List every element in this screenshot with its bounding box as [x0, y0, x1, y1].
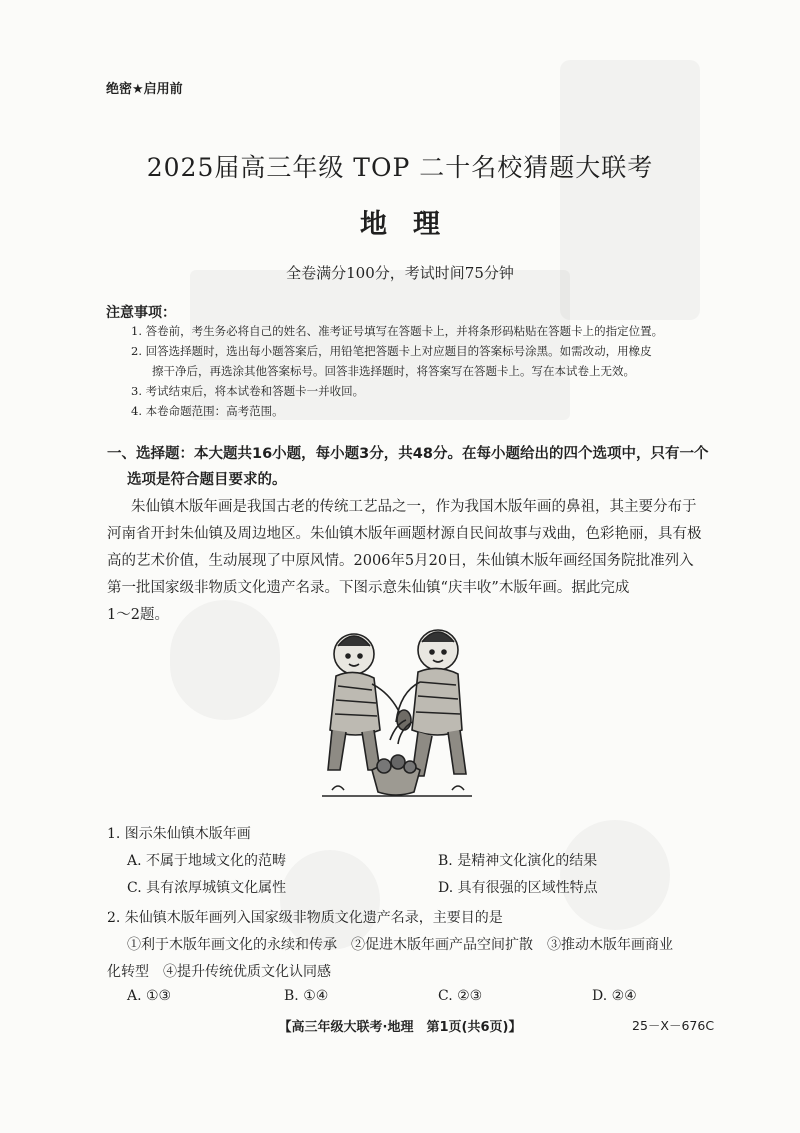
question-2-option-b: B. ①④ [284, 988, 329, 1004]
question-2-stem: 2. 朱仙镇木版年画列入国家级非物质文化遗产名录，主要目的是 [107, 910, 503, 926]
note-item: 1. 答卷前，考生务必将自己的姓名、准考证号填写在答题卡上，并将条形码粘贴在答题卡上的指定位置。 [131, 324, 664, 338]
notes-heading: 注意事项： [106, 305, 176, 321]
note-item: 3. 考试结束后，将本试卷和答题卡一并收回。 [131, 384, 365, 398]
section-heading-continued: 选项是符合题目要求的。 [127, 472, 287, 488]
question-1-option-b: B. 是精神文化演化的结果 [438, 853, 598, 869]
passage-line: 1～2题。 [107, 607, 169, 623]
exam-title: 2025届高三年级 TOP 二十名校猜题大联考 [146, 153, 654, 182]
question-2-statements-continued: 化转型 ④提升传统优质文化认同感 [107, 964, 331, 980]
woodblock-painting-image [302, 620, 490, 808]
confidential-label: 绝密★启用前 [106, 82, 183, 97]
question-2-statements: ①利于木版年画文化的永续和传承 ②促进木版年画产品空间扩散 ③推动木版年画商业 [127, 937, 673, 953]
question-2-option-c: C. ②③ [438, 988, 483, 1004]
passage-line: 朱仙镇木版年画是我国古老的传统工艺品之一，作为我国木版年画的鼻祖，其主要分布于 [131, 499, 697, 515]
question-1-option-c: C. 具有浓厚城镇文化属性 [127, 880, 287, 896]
note-item: 2. 回答选择题时，选出每小题答案后，用铅笔把答题卡上对应题目的答案标号涂黑。如需改动，用橡皮 [131, 344, 652, 358]
section-heading: 一、选择题：本大题共16小题，每小题3分，共48分。在每小题给出的四个选项中，只有一个 [107, 446, 709, 462]
bleed-through-shape [170, 600, 280, 720]
passage-line: 高的艺术价值，生动展现了中原风情。2006年5月20日，朱仙镇木版年画经国务院批准列入 [107, 553, 694, 569]
note-item: 4. 本卷命题范围：高考范围。 [131, 404, 284, 418]
question-2-option-a: A. ①③ [127, 988, 172, 1004]
paper-code: 25－X－676C [632, 1018, 715, 1033]
bleed-through-shape [560, 820, 670, 930]
question-1-option-a: A. 不属于地域文化的范畴 [127, 853, 287, 869]
full-score-note: 全卷满分100分，考试时间75分钟 [286, 264, 514, 282]
page-footer: 【高三年级大联考·地理 第1页(共6页)】 [278, 1020, 522, 1035]
question-1-stem: 1. 图示朱仙镇木版年画 [107, 826, 251, 842]
subject-title: 地理 [360, 209, 466, 240]
question-2-option-d: D. ②④ [592, 988, 637, 1004]
note-item: 擦干净后，再选涂其他答案标号。回答非选择题时，将答案写在答题卡上。写在本试卷上无效。 [152, 364, 635, 378]
passage-line: 第一批国家级非物质文化遗产名录。下图示意朱仙镇“庆丰收”木版年画。据此完成 [107, 580, 630, 596]
passage-line: 河南省开封朱仙镇及周边地区。朱仙镇木版年画题材源自民间故事与戏曲，色彩艳丽，具有极 [107, 526, 702, 542]
question-1-option-d: D. 具有很强的区域性特点 [438, 880, 598, 896]
